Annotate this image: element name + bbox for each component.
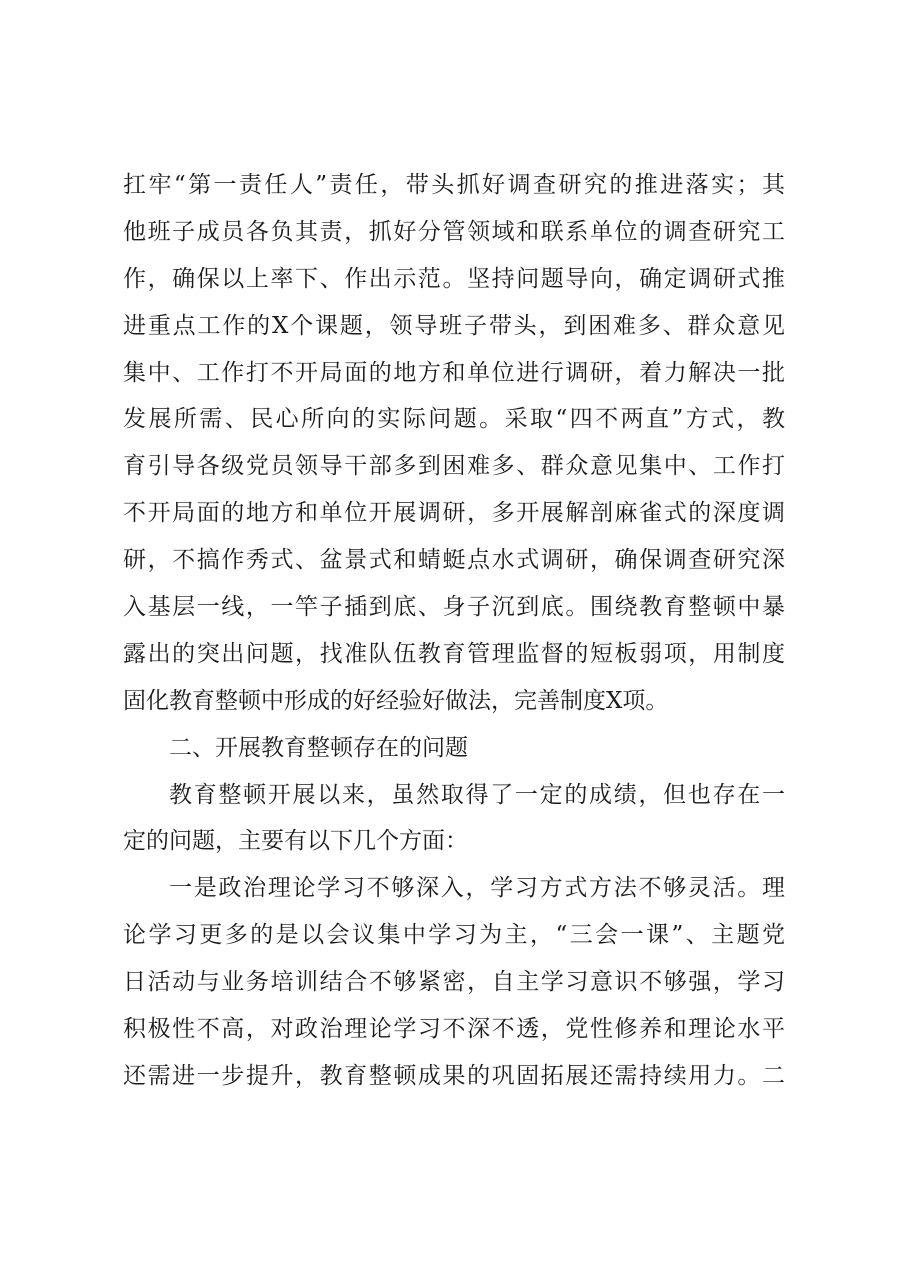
text-line: 不开局面的地方和单位开展调研，多开展解剖麻雀式的深度调 [123, 500, 785, 527]
text-line: 研，不搞作秀式、盆景式和蜻蜓点水式调研，确保调查研究深 [123, 547, 785, 574]
text-line: 入基层一线，一竿子插到底、身子沉到底。围绕教育整顿中暴 [123, 594, 785, 621]
text-line: 育引导各级党员领导干部多到困难多、群众意见集中、工作打 [123, 453, 785, 480]
text-line: 集中、工作打不开局面的地方和单位进行调研，着力解决一批 [123, 359, 785, 386]
text-line: 还需进一步提升，教育整顿成果的巩固拓展还需持续用力。二 [123, 1062, 785, 1089]
paragraph-first-line: 二、开展教育整顿存在的问题 [169, 734, 468, 761]
paragraph-first-line: 一是政治理论学习不够深入，学习方式方法不够灵活。理 [169, 875, 785, 902]
text-line: 日活动与业务培训结合不够紧密，自主学习意识不够强，学习 [123, 969, 785, 996]
text-line: 固化教育整顿中形成的好经验好做法，完善制度X项。 [123, 687, 669, 714]
document-body [123, 162, 785, 1100]
text-line: 进重点工作的X个课题，领导班子带头，到困难多、群众意见 [123, 312, 785, 339]
text-line: 论学习更多的是以会议集中学习为主，“三会一课”、主题党 [123, 922, 785, 949]
paragraph-first-line: 教育整顿开展以来，虽然取得了一定的成绩，但也存在一 [169, 781, 785, 808]
text-line: 定的问题，主要有以下几个方面： [123, 828, 468, 855]
text-line: 发展所需、民心所向的实际问题。采取“四不两直”方式，教 [123, 406, 785, 433]
text-line: 扛牢“第一责任人”责任，带头抓好调查研究的推进落实；其 [123, 172, 785, 198]
text-line: 他班子成员各负其责，抓好分管领域和联系单位的调查研究工 [123, 218, 785, 245]
text-line: 积极性不高，对政治理论学习不深不透，党性修养和理论水平 [123, 1016, 785, 1043]
text-line: 露出的突出问题，找准队伍教育管理监督的短板弱项，用制度 [123, 640, 785, 667]
text-line: 作，确保以上率下、作出示范。坚持问题导向，确定调研式推 [123, 265, 785, 292]
